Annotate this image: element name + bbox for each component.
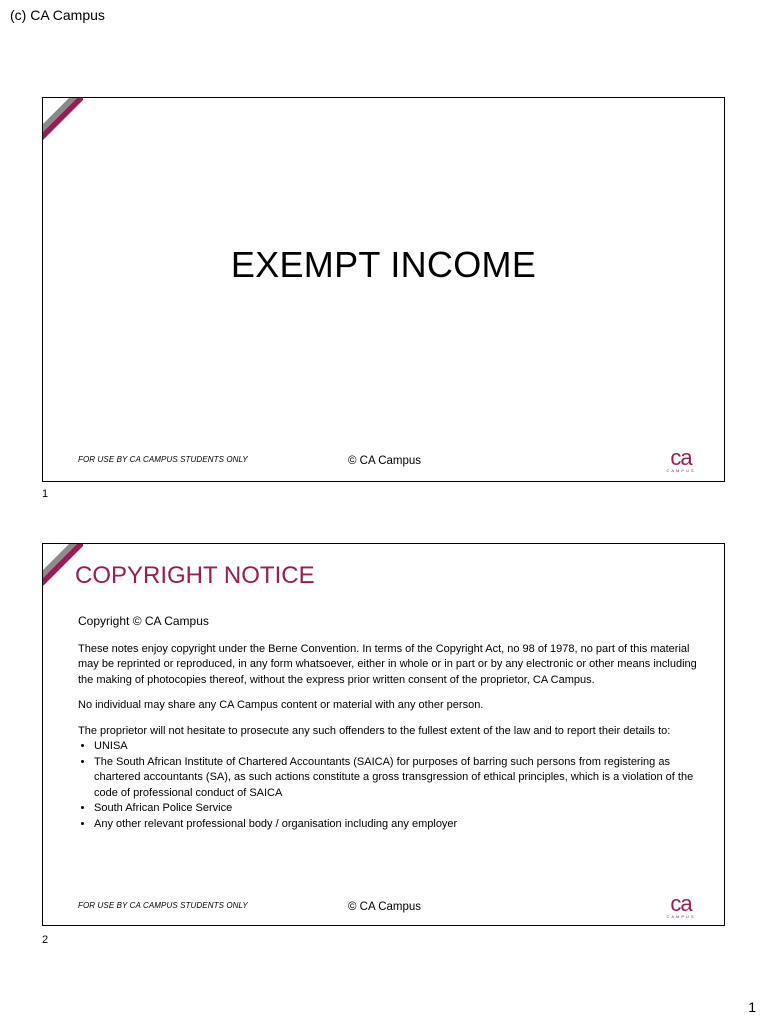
slide-title: COPYRIGHT NOTICE [75, 562, 315, 589]
report-list [78, 739, 698, 832]
copyright-paragraph: These notes enjoy copyright under the Berne Convention. In terms of the Copyright Act, no 98 of 1978, no part of this material may be reprinted or reproduced, in any form whatsoever, either in whole or in part or by any electronic or other means including the making of photocopies thereof, without the express prior written consent of the proprietor, CA Campus. [78, 642, 697, 686]
logo-mark: ca [670, 891, 692, 916]
logo-subtext: CAMPUS [666, 914, 696, 919]
sharing-paragraph: No individual may share any CA Campus content or material with any other person. [78, 699, 484, 711]
prosecution-paragraph: The proprietor will not hesitate to prosecute any such offenders to the fullest extent of the law and to report their details to: [78, 724, 671, 737]
page-number: 1 [748, 999, 756, 1015]
logo-mark: ca [670, 445, 692, 470]
slide-2 [42, 543, 725, 926]
document-header: (c) CA Campus [10, 7, 105, 23]
copyright-line: Copyright © CA Campus [78, 614, 209, 628]
slide-title: EXEMPT INCOME [230, 244, 537, 285]
footer-usage-note: FOR USE BY CA CAMPUS STUDENTS ONLY [78, 455, 248, 464]
slide-number: 1 [42, 488, 49, 500]
list-item: • South African Police Service [94, 801, 698, 817]
ca-campus-logo [666, 445, 696, 473]
ca-campus-logo [666, 891, 696, 919]
logo-subtext: CAMPUS [666, 468, 696, 473]
footer-copyright: © CA Campus [348, 455, 422, 467]
footer-copyright: © CA Campus [348, 901, 422, 913]
footer-usage-note: FOR USE BY CA CAMPUS STUDENTS ONLY [78, 901, 248, 910]
list-item: • The South African Institute of Chartered Accountants (SAICA) for purposes of barring such persons from registering as chartered accountants (SA), as such actions constitute a gross transgression of ethical principles, which is a violation of the code of professional conduct of SAICA [94, 755, 698, 802]
slide-1 [42, 97, 725, 482]
slide-number: 2 [42, 934, 49, 946]
list-item: • Any other relevant professional body / organisation including any employer [94, 817, 698, 833]
copyright-body [78, 614, 698, 832]
corner-stripe-decoration [43, 98, 83, 140]
list-item: • UNISA [94, 739, 698, 755]
